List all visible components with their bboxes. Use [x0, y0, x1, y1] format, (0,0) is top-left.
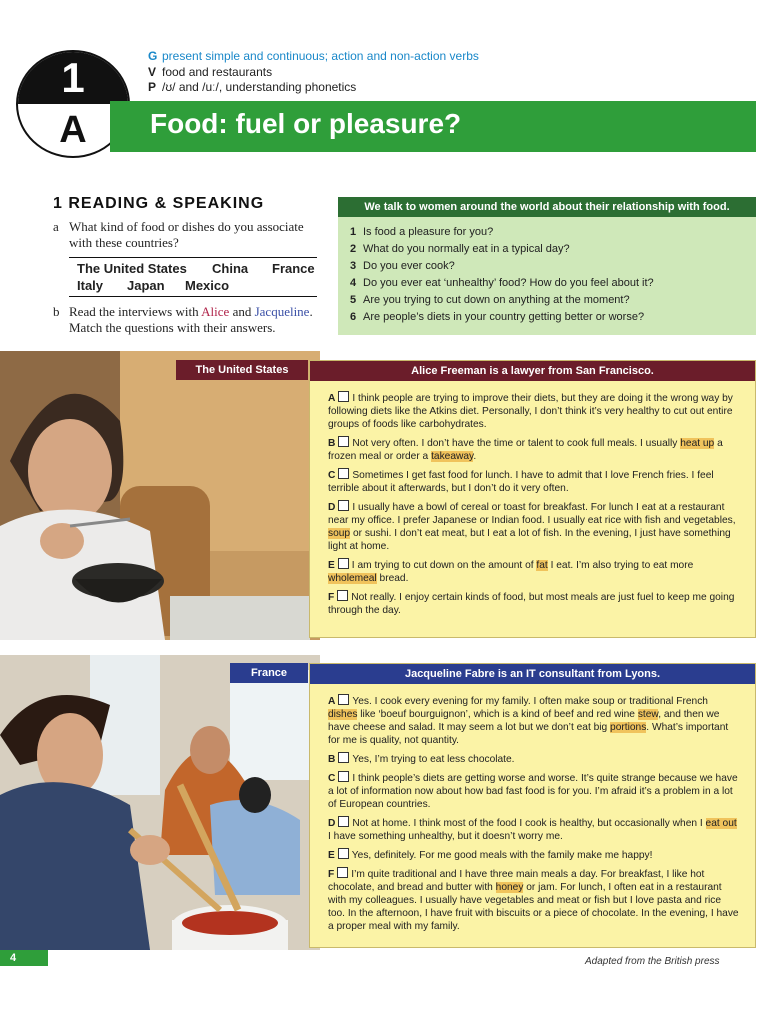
highlighted-word: dishes: [328, 709, 358, 720]
country-item: The United States: [77, 261, 187, 276]
question-item: 3 Do you ever cook?: [350, 260, 455, 272]
answer-b: B Not very often. I don’t have the time or talent to cook full meals. I usually heat up a frozen meal or order a takeaway.: [328, 438, 723, 462]
vocabulary-line: [148, 65, 272, 80]
answer-checkbox[interactable]: [338, 436, 349, 447]
answer-checkbox[interactable]: [338, 694, 349, 705]
grammar-label: G: [148, 49, 158, 63]
section-heading: 1 READING & SPEAKING: [53, 195, 265, 212]
answer-checkbox[interactable]: [338, 771, 349, 782]
highlighted-word: eat out: [705, 818, 737, 829]
answer-e: E I am trying to cut down on the amount of fat I eat. I’m also trying to eat more wholemeal bread.: [328, 560, 694, 584]
exercise-b-text: Read the interviews with Alice and Jacqueline. Match the questions with their answers.: [69, 304, 313, 335]
highlighted-word: soup: [328, 528, 351, 539]
page-title: Food: fuel or pleasure?: [150, 108, 462, 139]
name-alice: Alice: [201, 304, 230, 319]
interview-header-alice: Alice Freeman is a lawyer from San Francisco.: [310, 361, 755, 381]
answer-e: E Yes, definitely. For me good meals with the family make me happy!: [328, 850, 653, 861]
question-item: 6 Are people’s diets in your country getting better or worse?: [350, 311, 645, 323]
highlighted-word: takeaway: [431, 451, 474, 462]
answer-checkbox[interactable]: [338, 468, 349, 479]
exercise-a-label: a: [53, 219, 59, 234]
country-item: France: [272, 261, 315, 276]
exercise-b-label: b: [53, 304, 60, 319]
questions-header: We talk to women around the world about their relationship with food.: [338, 197, 756, 217]
answer-f: F I’m quite traditional and I have three main meals a day. For breakfast, I like hot chocolate, and bread and butter with honey or jam. For lunch, I often eat in a restaurant with my colleagues. I usually have vegetables and meat or fish but I love pasta and rice too. In the afternoon, I have fruit with biscuits or a piece of chocolate. In the evening, I have a proper meal with my family.: [328, 869, 739, 932]
unit-number: 1: [61, 54, 85, 101]
answer-b: B Yes, I’m trying to eat less chocolate.: [328, 754, 515, 765]
question-item: 2 What do you normally eat in a typical day?: [350, 243, 570, 255]
questions-list: [350, 224, 654, 326]
answer-d: D I usually have a bowl of cereal or toast for breakfast. For lunch I eat at a restaurant near my office. I prefer Japanese or Indian food. I usually eat rice with fish and vegetables, soup or sushi. I don’t eat meat, but I eat a lot of fish. In the evening, I just have something light at home.: [328, 502, 736, 552]
highlighted-word: heat up: [680, 438, 715, 449]
questions-box: [338, 197, 756, 335]
answer-checkbox[interactable]: [338, 500, 349, 511]
question-item: 1 Is food a pleasure for you?: [350, 226, 494, 238]
pronunciation-text: /ʊ/ and /uː/, understanding phonetics: [162, 80, 357, 94]
pronunciation-label: P: [148, 80, 157, 94]
unit-letter: A: [59, 109, 87, 151]
title-bar: [110, 101, 756, 152]
interview-header-jacqueline: Jacqueline Fabre is an IT consultant from Lyons.: [310, 664, 755, 684]
country-item: China: [212, 261, 249, 276]
answer-a: A I think people are trying to improve their diets, but they are doing it the wrong way by following diets like the Atkins diet. Personally, I don’t think it’s very healthy to cut out entire groups of foods like carbohydrates.: [328, 393, 733, 430]
country-tab-us: The United States: [176, 360, 308, 380]
answer-checkbox[interactable]: [337, 590, 348, 601]
answer-checkbox[interactable]: [338, 558, 349, 569]
photo-alice-eating: [0, 351, 320, 640]
country-item: Japan: [127, 278, 165, 293]
photo-jacqueline-cooking: [0, 655, 320, 950]
highlighted-word: fat: [536, 560, 548, 571]
interview-panel-jacqueline: [309, 663, 756, 948]
exercise-a-text: What kind of food or dishes do you associate with these countries?: [69, 219, 304, 250]
answer-f: F Not really. I enjoy certain kinds of food, but most meals are just fuel to keep me going through the day.: [328, 592, 735, 616]
answer-checkbox[interactable]: [338, 391, 349, 402]
highlighted-word: stew: [637, 709, 659, 720]
source-note: Adapted from the British press: [585, 956, 720, 967]
highlighted-word: wholemeal: [328, 573, 377, 584]
country-tab-france: France: [230, 663, 308, 683]
name-jacqueline: Jacqueline: [254, 304, 310, 319]
answer-a: A Yes. I cook every evening for my family. I often make soup or traditional French dishes like ‘boeuf bourguignon’, which is a kind of beef and red wine stew, and then we have cheese and salad. It may seem a lot but we don’t eat big portions. What’s important for me is quality, not quantity.: [328, 696, 729, 746]
page-number: 4: [0, 950, 48, 966]
vocabulary-label: V: [148, 65, 157, 79]
exercise-a: [53, 219, 323, 251]
answer-checkbox[interactable]: [338, 816, 349, 827]
vocabulary-text: food and restaurants: [162, 65, 273, 79]
grammar-text: present simple and continuous; action and non-action verbs: [162, 49, 479, 63]
interview-panel-alice: [309, 360, 756, 638]
exercise-b: [53, 304, 338, 336]
answer-c: C I think people’s diets are getting worse and worse. It’s quite strange because we have a lot of information now about how bad fast food is for you. I’m afraid it’s a problem in a lot of European countries.: [328, 773, 738, 810]
grammar-line: [148, 49, 479, 64]
highlighted-word: portions: [610, 722, 647, 733]
answer-c: C Sometimes I get fast food for lunch. I have to admit that I love French fries. I feel terrible about it afterwards, but I don’t do it very often.: [328, 470, 714, 494]
question-item: 5 Are you trying to cut down on anything at the moment?: [350, 294, 630, 306]
countries-list: [69, 257, 317, 297]
answer-checkbox[interactable]: [337, 867, 348, 878]
answer-d: D Not at home. I think most of the food I cook is healthy, but occasionally when I eat out I have something unhealthy, but it doesn’t worry me.: [328, 818, 737, 842]
country-item: Mexico: [185, 278, 230, 293]
question-item: 4 Do you ever eat ‘unhealthy’ food? How do you feel about it?: [350, 277, 654, 289]
highlighted-word: honey: [495, 882, 524, 893]
pronunciation-line: [148, 80, 356, 95]
answer-checkbox[interactable]: [338, 752, 349, 763]
answer-checkbox[interactable]: [338, 848, 349, 859]
country-item: Italy: [77, 278, 104, 293]
